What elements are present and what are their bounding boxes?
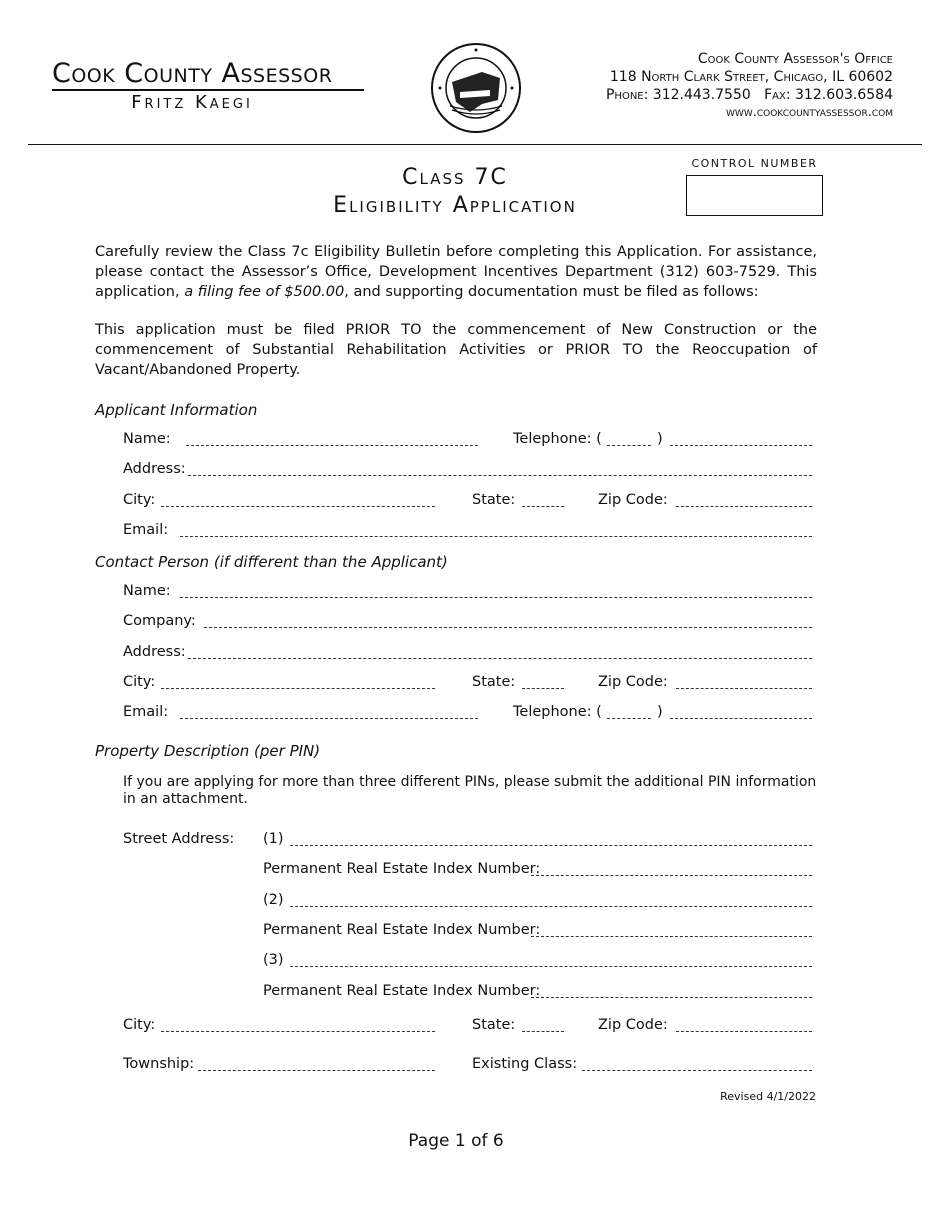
office-website[interactable]: www.cookcountyassessor.com	[726, 105, 893, 120]
street-address-3-field[interactable]	[290, 966, 812, 967]
contact-city-label: City:	[123, 674, 156, 690]
page-number: Page 1 of 6	[408, 1131, 504, 1151]
pin-3-label: Permanent Real Estate Index Number:	[263, 983, 541, 999]
property-heading: Property Description (per PIN)	[95, 742, 321, 760]
pin-3-field[interactable]	[531, 997, 812, 998]
pin-2-label: Permanent Real Estate Index Number:	[263, 922, 541, 938]
intro-text-end: , and supporting documentation must be filed as follows:	[344, 284, 759, 300]
applicant-telephone-field[interactable]	[670, 445, 812, 446]
office-address: 118 North Clark Street, Chicago, IL 60602	[609, 69, 893, 85]
contact-zip-field[interactable]	[676, 688, 812, 689]
applicant-city-field[interactable]	[161, 506, 435, 507]
applicant-name-field[interactable]	[186, 445, 478, 446]
applicant-zip-field[interactable]	[676, 506, 812, 507]
applicant-zip-label: Zip Code:	[598, 492, 668, 508]
logo-rule	[52, 89, 364, 91]
intro-paragraph-1	[95, 242, 817, 302]
logo-subtitle: Fritz Kaegi	[131, 92, 253, 113]
property-city-field[interactable]	[161, 1031, 435, 1032]
header-divider	[28, 144, 922, 145]
street-address-2-field[interactable]	[290, 906, 812, 907]
office-phone: Phone: 312.443.7550 Fax: 312.603.6584	[605, 87, 893, 103]
control-number-box[interactable]	[686, 175, 823, 216]
contact-company-field[interactable]	[204, 627, 812, 628]
applicant-name-label: Name:	[123, 431, 171, 447]
applicant-heading: Applicant Information	[95, 401, 258, 419]
contact-name-field[interactable]	[180, 597, 812, 598]
applicant-state-field[interactable]	[522, 506, 564, 507]
applicant-telephone-close: )	[657, 431, 663, 447]
control-number-label: CONTROL NUMBER	[691, 157, 818, 170]
street-address-1-field[interactable]	[290, 845, 812, 846]
property-note: If you are applying for more than three different PINs, please submit the additional PIN information in an attachment.	[123, 774, 817, 807]
applicant-state-label: State:	[472, 492, 516, 508]
contact-heading: Contact Person (if different than the Applicant)	[95, 553, 448, 571]
contact-email-field[interactable]	[180, 718, 478, 719]
applicant-email-field[interactable]	[180, 536, 812, 537]
applicant-email-label: Email:	[123, 522, 169, 538]
contact-address-field[interactable]	[188, 658, 812, 659]
contact-city-field[interactable]	[161, 688, 435, 689]
property-state-label: State:	[472, 1017, 516, 1033]
existing-class-field[interactable]	[582, 1070, 812, 1071]
property-zip-field[interactable]	[676, 1031, 812, 1032]
applicant-address-label: Address:	[123, 461, 186, 477]
office-name: Cook County Assessor's Office	[697, 51, 893, 67]
contact-telephone-close: )	[657, 704, 663, 720]
revised-date: Revised 4/1/2022	[720, 1090, 816, 1103]
pin-1-number: (1)	[263, 831, 284, 847]
pin-3-number: (3)	[263, 952, 284, 968]
pin-1-label: Permanent Real Estate Index Number:	[263, 861, 541, 877]
contact-address-label: Address:	[123, 644, 186, 660]
township-field[interactable]	[198, 1070, 435, 1071]
property-state-field[interactable]	[522, 1031, 564, 1032]
street-address-label: Street Address:	[123, 831, 235, 847]
applicant-area-code-field[interactable]	[607, 445, 651, 446]
filing-fee-text: a filing fee of $500.00	[184, 284, 345, 300]
applicant-city-label: City:	[123, 492, 156, 508]
pin-2-field[interactable]	[531, 936, 812, 937]
property-zip-label: Zip Code:	[598, 1017, 668, 1033]
contact-name-label: Name:	[123, 583, 171, 599]
contact-area-code-field[interactable]	[607, 718, 651, 719]
contact-state-label: State:	[472, 674, 516, 690]
intro-text: Carefully review the Class 7c Eligibility Bulletin before completing this Application. For assistance, please contact the Assessor’s Office, Development Incentives Department (312) 603-7529. This application,	[95, 244, 817, 300]
office-info	[606, 50, 893, 122]
pin-1-field[interactable]	[531, 875, 812, 876]
property-city-label: City:	[123, 1017, 156, 1033]
contact-telephone-label: Telephone: (	[513, 704, 602, 720]
document-title	[255, 164, 655, 220]
title-line-2: Eligibility Application	[333, 193, 577, 218]
county-seal-icon	[430, 42, 522, 134]
township-label: Township:	[123, 1056, 195, 1072]
logo-title: Cook County Assessor	[52, 58, 333, 89]
contact-company-label: Company:	[123, 613, 196, 629]
contact-state-field[interactable]	[522, 688, 564, 689]
applicant-address-field[interactable]	[188, 475, 812, 476]
pin-2-number: (2)	[263, 892, 284, 908]
existing-class-label: Existing Class:	[472, 1056, 578, 1072]
contact-zip-label: Zip Code:	[598, 674, 668, 690]
contact-email-label: Email:	[123, 704, 169, 720]
contact-telephone-field[interactable]	[670, 718, 812, 719]
applicant-telephone-label: Telephone: (	[513, 431, 602, 447]
title-line-1: Class 7C	[402, 165, 508, 190]
intro-paragraph-2: This application must be filed PRIOR TO the commencement of New Construction or the commencement of Substantial Rehabilitation Activities or PRIOR TO the Reoccupation of Vacant/Abandoned Property.	[95, 322, 817, 378]
